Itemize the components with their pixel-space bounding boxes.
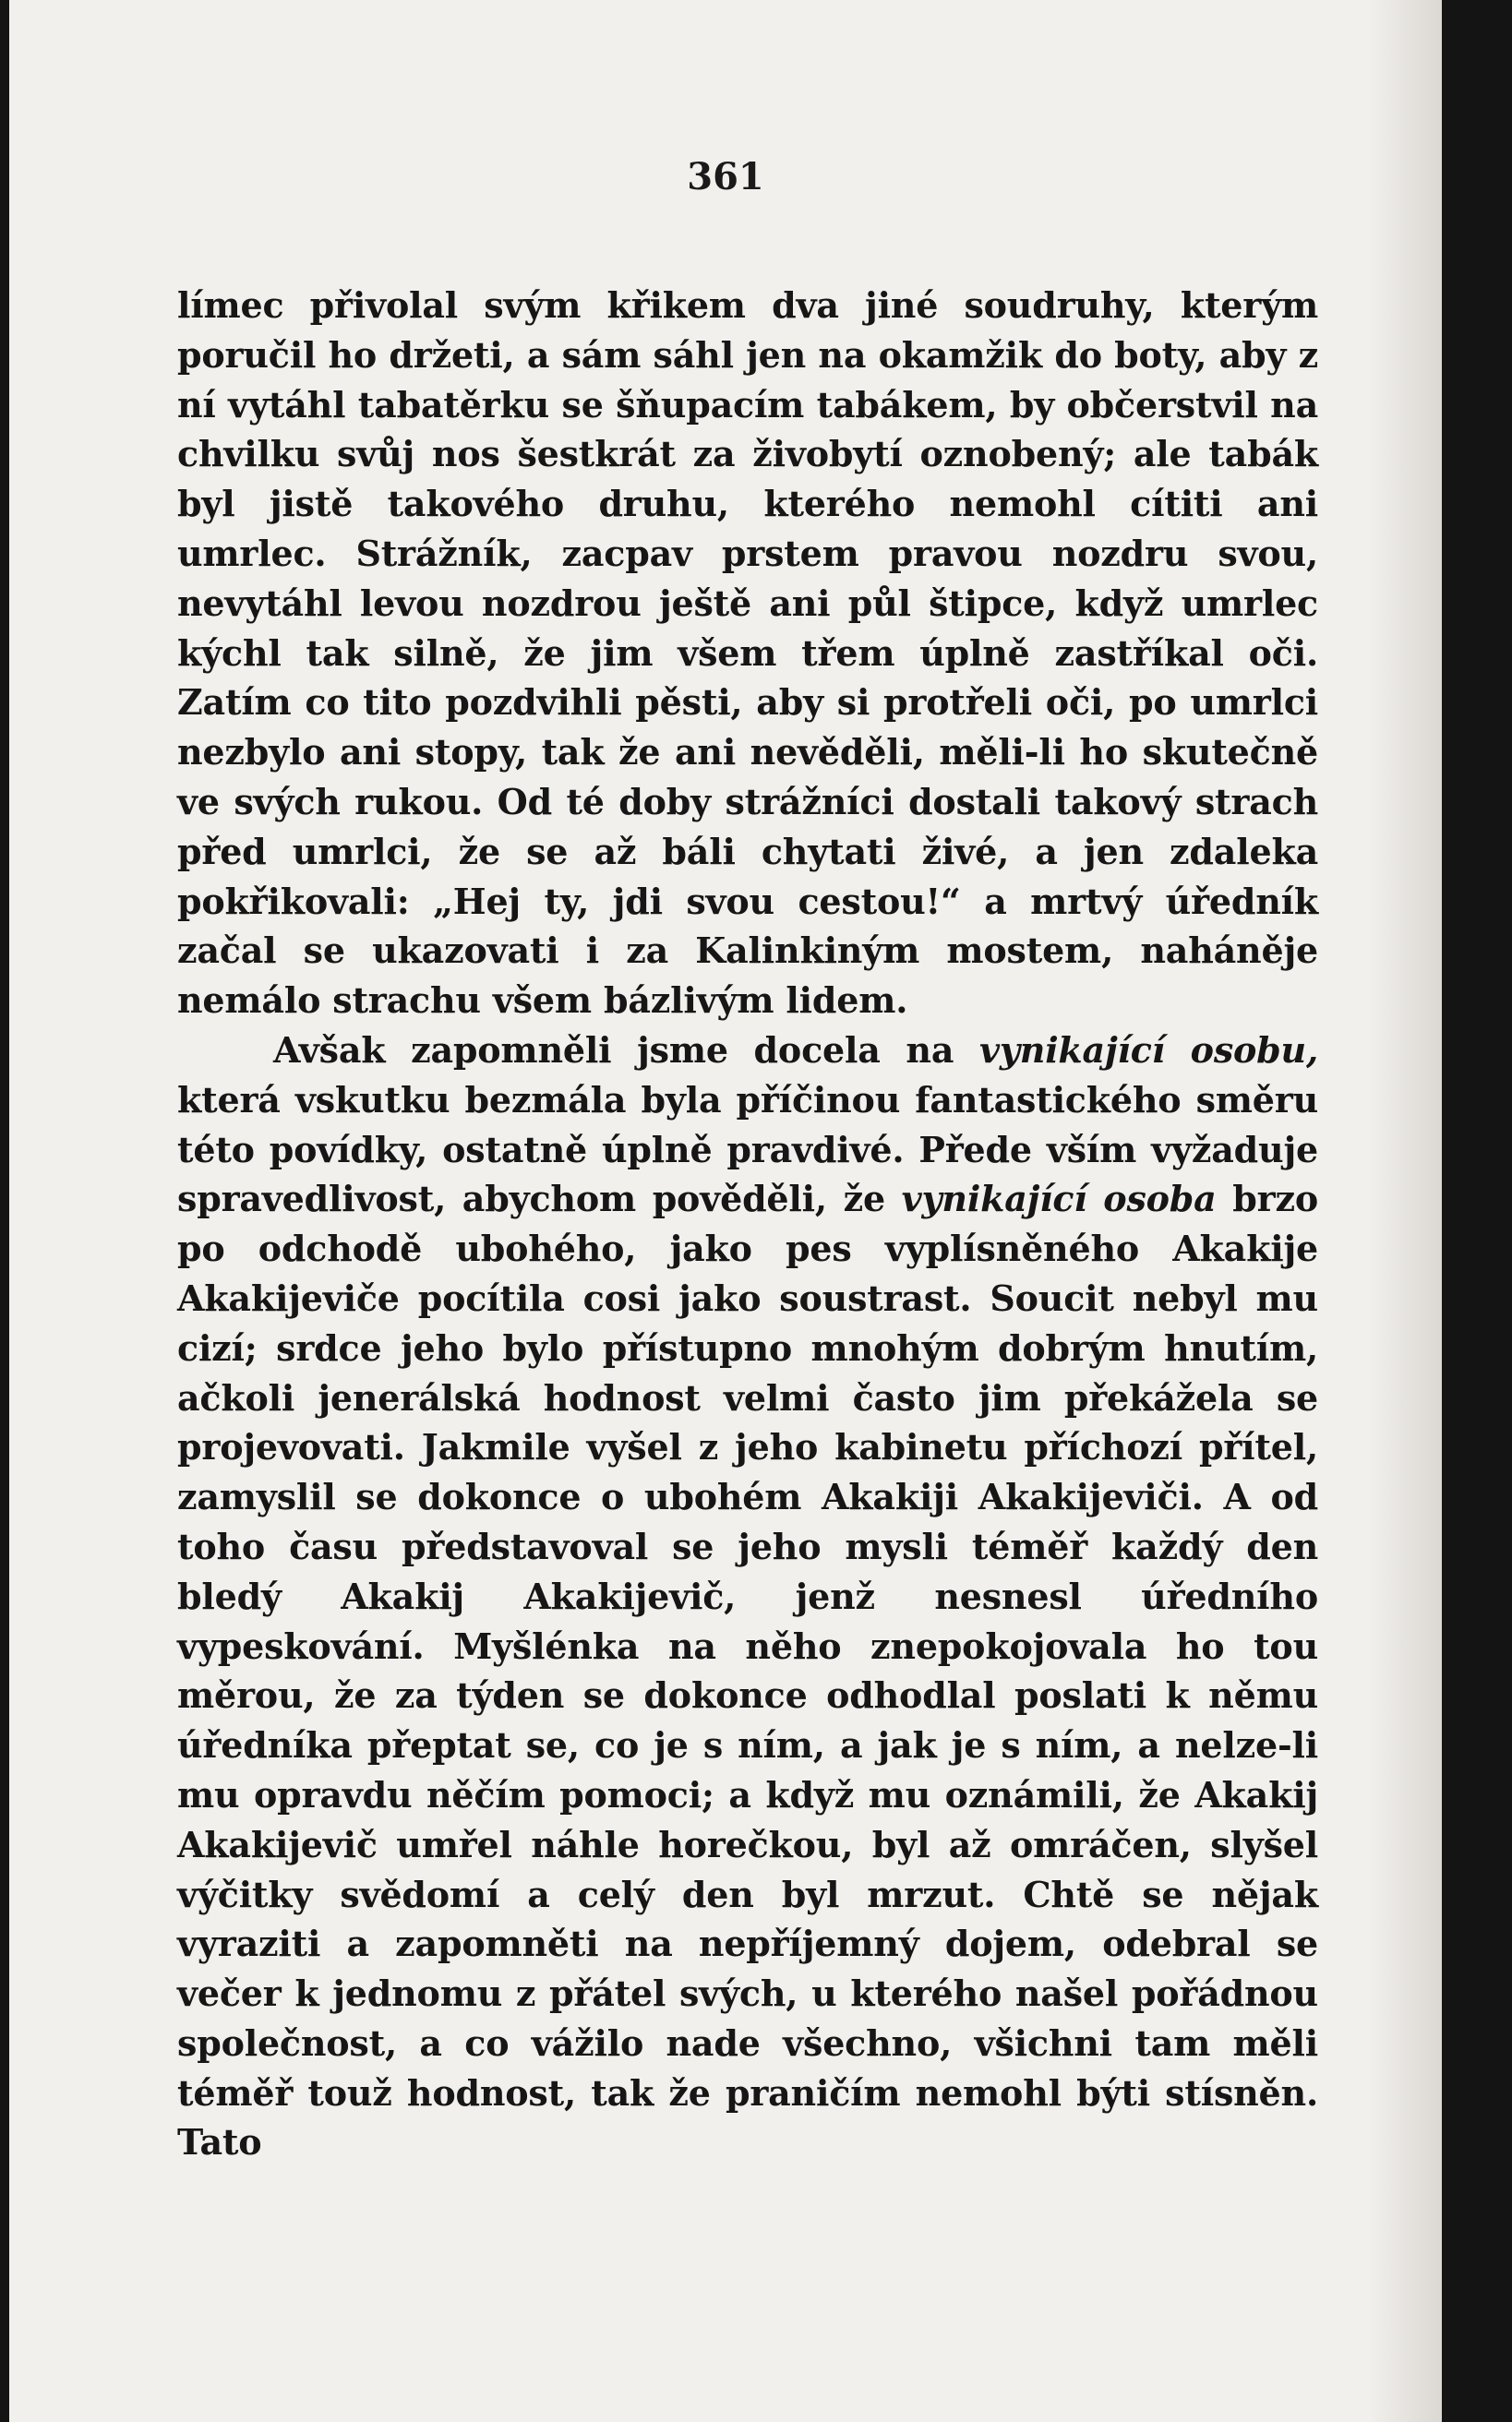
book-page: [9, 0, 1442, 2422]
paragraph-vynikajici-osoba: [177, 1025, 1318, 2167]
text-segment: límec přivolal svým křikem dva jiné soudruhy, kterým poručil ho držeti, a sám sáhl jen na okamžik do boty, aby z ní vytáhl tabatěrku se šňupacím tabákem, by občerstvil na chvilku svůj nos šestkrát za živobytí oznobený; ale tabák byl jistě takového druhu, kterého nemohl cítiti ani umrlec. Strážník, zacpav prstem pravou nozdru svou, nevytáhl levou nozdrou ještě ani půl štipce, když umrlec kýchl tak silně, že jim všem třem úplně zastříkal oči. Zatím co tito pozdvihli pěsti, aby si protřeli oči, po umrlci nezbylo ani stopy, tak že ani nevěděli, měli-li ho skutečně ve svých rukou. Od té doby strážníci dostali takový strach před umrlci, že se až báli chytati živé, a jen zdaleka pokřikovali: „Hej ty, jdi svou cestou!“ a mrtvý úředník začal se ukazovati i za Kalinkiným mostem, naháněje nemálo strachu všem bázlivým lidem.: [177, 284, 1318, 1022]
paragraph-continuation: [177, 281, 1318, 1025]
text-segment: brzo po odchodě ubohého, jako pes vyplísněného Akakije Akakijeviče pocítila cosi jako soustrast. Soucit nebyl mu cizí; srdce jeho bylo přístupno mnohým dobrým hnutím, ačkoli jenerálská hodnost velmi často jim překážela se projevovati. Jakmile vyšel z jeho kabinetu příchozí přítel, zamyslil se dokonce o ubohém Akakiji Akakijeviči. A od toho času představoval se jeho mysli téměř každý den bledý Akakij Akakijevič, jenž nesnesl úředního vypeskování. Myšlénka na něho znepokojovala ho tou měrou, že za týden se dokonce odhodlal poslati k němu úředníka přeptat se, co je s ním, a jak je s ním, a nelze-li mu opravdu něčím pomoci; a když mu oznámili, že Akakij Akakijevič umřel náhle horečkou, byl až omráčen, slyšel výčitky svědomí a celý den byl mrzut. Chtě se nějak vyraziti a zapomněti na nepříjemný dojem, odebral se večer k jednomu z přátel svých, u kterého našel pořádnou společnost, a co vážilo nade všechno, všichni tam měli téměř touž hodnost, tak že praničím nemohl býti stísněn. Tato: [177, 1178, 1318, 2164]
italic-phrase: vynikající osoba: [901, 1178, 1217, 1220]
italic-phrase: vynikající osobu,: [979, 1028, 1318, 1071]
body-text: [177, 281, 1318, 2167]
text-segment: která vskutku bezmála byla příčinou fantastického směru této povídky, ostatně úplně pravdivé. Přede vším vyžaduje spravedlivost, abychom pověděli, že: [177, 1078, 1318, 1220]
page-number: 361: [687, 155, 764, 198]
text-segment: Avšak zapomněli jsme docela na: [273, 1028, 979, 1071]
